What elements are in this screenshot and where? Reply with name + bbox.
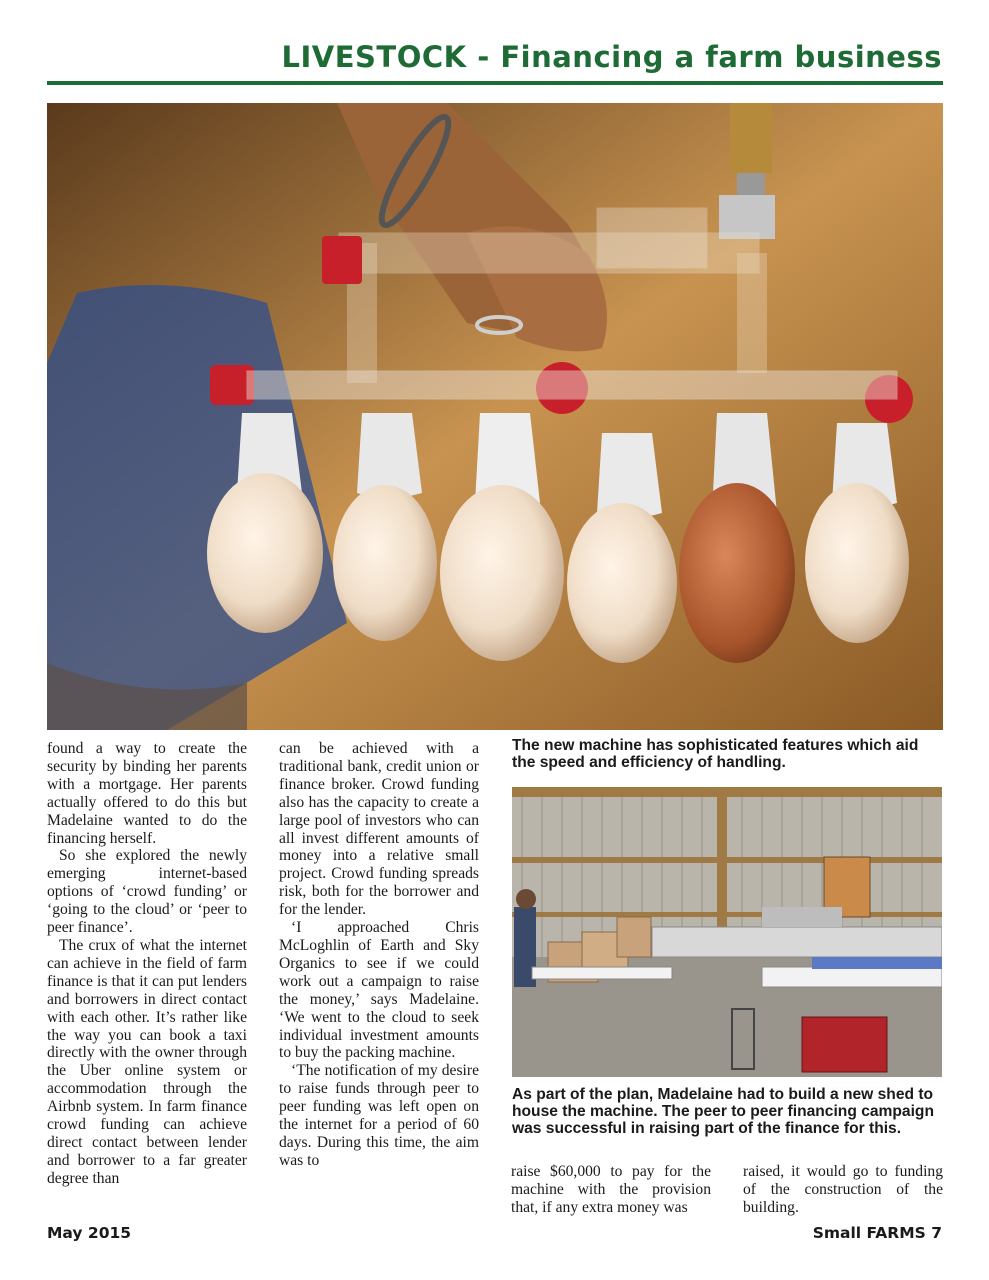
paragraph: raise $60,000 to pay for the machine with the provision that, if any extra money was [511,1163,711,1216]
packing-shed-photo [512,787,942,1077]
article-column-4 [743,1163,943,1217]
article-column-1 [47,740,247,1188]
issue-date: May 2015 [47,1224,132,1242]
paragraph: raised, it would go to funding of the construction of the building. [743,1163,943,1216]
photo-caption-machine: The new machine has sophisticated features which aid the speed and efficiency of handling. [512,737,919,771]
article-column-2 [279,740,479,1170]
egg-machine-photo [47,103,943,730]
photo-caption-shed: As part of the plan, Madelaine had to build a new shed to house the machine. The peer to peer financing campaign was successful in raising part of the finance for this. [512,1086,934,1137]
paragraph: can be achieved with a traditional bank, credit union or finance broker. Crowd funding also has the capacity to create a large pool of investors who can all invest different amounts of money into a relative small project. Crowd funding spreads risk, both for the borrower and for the lender. [279,740,479,919]
paragraph: ‘I approached Chris McLoghlin of Earth and Sky Organics to see if we could work out a campaign to raise the money,’ says Madelaine. ‘We went to the cloud to seek individual investment amounts to buy the packing machine. [279,919,479,1062]
paragraph: So she explored the newly emerging internet-based options of ‘crowd funding’ or ‘going to the cloud’ or ‘peer to peer finance’. [47,847,247,937]
page-number: Small FARMS 7 [812,1224,942,1242]
article-column-3 [511,1163,711,1217]
paragraph: found a way to create the security by binding her parents with a mortgage. Her parents actually offered to do this but Madelaine wanted to do the financing herself. [47,740,247,847]
paragraph: ‘The notification of my desire to raise funds through peer to peer funding was left open on the internet for a period of 60 days. During this time, the aim was to [279,1062,479,1169]
page-section-title: LIVESTOCK - Financing a farm business [281,40,942,74]
header-rule [47,81,943,85]
paragraph: The crux of what the internet can achieve in the field of farm finance is that it can put lenders and borrowers in direct contact with each other. It’s rather like the way you can book a taxi directly with the owner through the Uber online system or accommodation through the Airbnb system. In farm finance crowd funding can achieve direct contact between lender and borrower to a far greater degree than [47,936,247,1187]
